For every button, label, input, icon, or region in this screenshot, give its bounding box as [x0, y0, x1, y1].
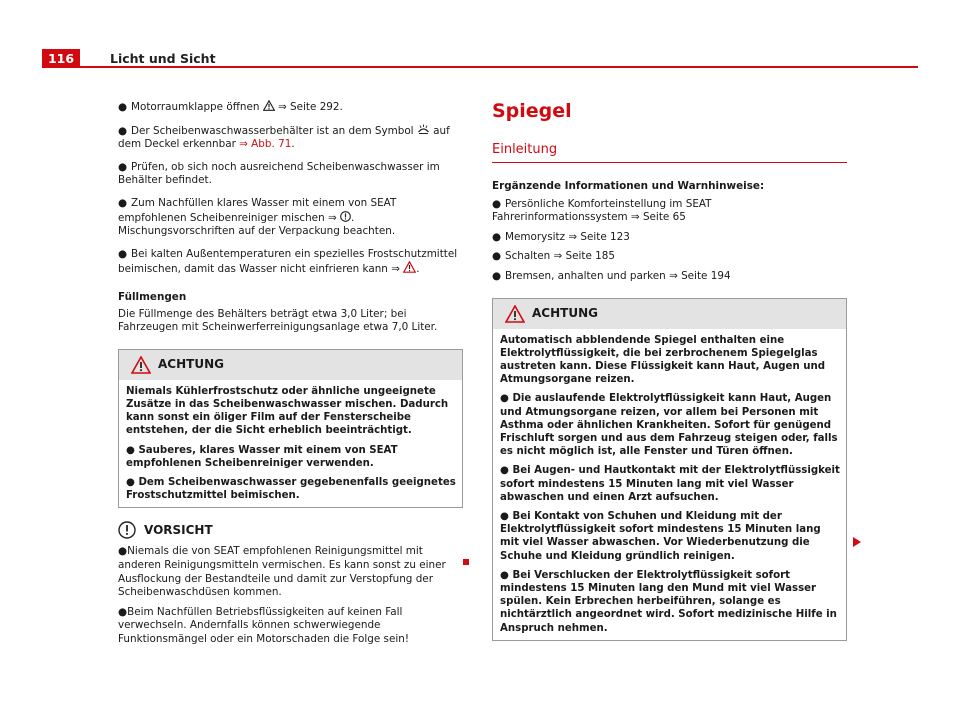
right-column — [492, 100, 847, 641]
list-item: ● Bei Kontakt von Schuhen und Kleidung mit der Elektrolytflüssigkeit sofort mindestens 15 Minuten lang mit viel Wasser abwaschen. Vor Wiederbenutzung die Schuhe und Kleidung gründlich reinigen. — [500, 511, 821, 562]
list-item: ● Der Scheibenwaschwasserbehälter ist an dem Symbol auf dem Deckel erkennbar ⇒ Abb. 71. — [118, 124, 450, 151]
bullet-dot: ● — [126, 476, 135, 488]
list-item: ● Bei Verschlucken der Elektrolytflüssigkeit sofort mindestens 15 Minuten lang den Mund mit viel Wasser spülen. Kein Erbrechen herbeiführen, solange es nichtärztlich angeordnet wird. Sofort medizinische Hilfe in Anspruch nehmen. — [500, 569, 837, 634]
list-item: ● Zum Nachfüllen klares Wasser mit einem von SEAT empfohlenen Scheibenreiniger mischen ⇒ . Mischungsvorschriften auf der Verpackung beachten. — [118, 196, 397, 238]
list-item: ● Persönliche Komforteinstellung im SEAT Fahrerinformationssystem ⇒ Seite 65 — [492, 197, 712, 224]
list-item: ● Bei Augen- und Hautkontakt mit der Elektrolytflüssigkeit sofort mindestens 15 Minuten lang mit viel Wasser abwaschen und einen Arzt aufsuchen. — [500, 465, 840, 503]
warning-box — [118, 349, 463, 509]
bullet-dot: ● — [126, 444, 135, 456]
caution-header — [118, 521, 463, 539]
list-item: ● Bremsen, anhalten und parken ⇒ Seite 194 — [492, 269, 731, 282]
section-title: Spiegel — [492, 100, 572, 122]
warning-icon — [131, 356, 151, 374]
list-item: ● Memorysitz ⇒ Seite 123 — [492, 230, 630, 243]
warning-box-header — [119, 350, 462, 380]
info-heading: Ergänzende Informationen und Warnhinweise: — [492, 180, 765, 192]
bullet-dot: ● — [492, 269, 502, 282]
list-item: ● Motorraumklappe öffnen ⇒ Seite 292. — [118, 101, 343, 113]
continue-arrow-icon[interactable] — [853, 537, 861, 547]
list-item: ● Schalten ⇒ Seite 185 — [492, 250, 615, 263]
list-item: ● Prüfen, ob sich noch ausreichend Scheibenwaschwasser im Behälter befindet. — [118, 160, 440, 187]
left-column — [118, 100, 463, 647]
warning-box — [492, 298, 847, 641]
warning-icon — [505, 305, 525, 323]
bullet-dot: ● — [500, 569, 509, 581]
warning-box-body — [119, 380, 462, 508]
bullet-dot: ● — [492, 250, 502, 263]
subsection-title: Einleitung — [492, 142, 847, 163]
caution-icon — [118, 521, 136, 539]
caution-icon — [340, 211, 351, 222]
bullet-dot: ● — [118, 101, 128, 113]
bullet-dot: ● — [118, 124, 128, 137]
bullet-dot: ● — [118, 605, 128, 618]
list-item: ● Dem Scheibenwaschwasser gegebenenfalls geeignetes Frostschutzmittel beimischen. — [126, 476, 456, 502]
bullet-dot: ● — [492, 197, 502, 210]
warning-box-title: ACHTUNG — [158, 356, 224, 371]
header-rule — [42, 66, 918, 68]
bullet-dot: ● — [492, 230, 502, 243]
list-item: ●Niemals die von SEAT empfohlenen Reinigungsmittel mit anderen Reinigungsmitteln vermischen. Es kann sonst zu einer Ausflockung der Bestandteile und damit zur Verstopfung der Scheibenwaschdüsen kommen. — [118, 545, 446, 599]
warning-intro: Niemals Kühlerfrostschutz oder ähnliche ungeeignete Zusätze in das Scheibenwaschwasser mischen. Dadurch kann sonst ein öliger Film auf der Fensterscheibe entstehen, der die Sicht erheblich beeinträchtigt. — [126, 385, 449, 437]
warning-intro: Automatisch abblendende Spiegel enthalten eine Elektrolytflüssigkeit, die bei zerbrochenem Spiegelglas austreten kann. Diese Flüssigkeit kann Haut, Augen und Atmungsorgane reizen. — [500, 334, 826, 386]
bullet-dot: ● — [118, 247, 128, 260]
caution-section — [118, 521, 463, 646]
bullet-dot: ● — [500, 393, 509, 405]
bullet-dot: ● — [118, 545, 128, 558]
bullet-dot: ● — [500, 511, 509, 522]
figure-link[interactable]: ⇒ Abb. 71 — [239, 138, 292, 151]
list-item: ● Sauberes, klares Wasser mit einem von SEAT empfohlenen Scheibenreiniger verwenden. — [126, 444, 398, 469]
page-number: 116 — [42, 49, 80, 68]
bullet-dot: ● — [118, 196, 128, 209]
list-item: ● Die auslaufende Elektrolytflüssigkeit kann Haut, Augen und Atmungsorgane reizen, vor allem bei Personen mit Asthma oder ähnlichen Krankheiten. Sofort für genügend Frischluft sorgen und aus dem Fahrzeug steigen oder, falls es nicht möglich ist, alle Fenster und Türen öffnen. — [500, 393, 838, 458]
warning-box-header — [493, 299, 846, 329]
caution-title: VORSICHT — [144, 522, 213, 537]
warning-icon — [403, 261, 416, 273]
warning-box-title: ACHTUNG — [532, 305, 598, 320]
washer-fluid-icon — [417, 124, 430, 135]
end-marker — [463, 559, 469, 565]
warning-icon — [263, 100, 275, 111]
bullet-dot: ● — [118, 160, 128, 173]
fill-heading: Füllmengen — [118, 290, 187, 303]
warning-box-body — [493, 329, 846, 640]
list-item: ● Bei kalten Außentemperaturen ein spezielles Frostschutzmittel beimischen, damit das Wasser nicht einfrieren kann ⇒ . — [118, 247, 458, 276]
fill-text: Die Füllmenge des Behälters beträgt etwa 3,0 Liter; bei Fahrzeugen mit Scheinwerferreinigungsanlage etwa 7,0 Liter. — [118, 307, 438, 334]
running-title: Licht und Sicht — [110, 51, 216, 66]
list-item: ●Beim Nachfüllen Betriebsflüssigkeiten auf keinen Fall verwechseln. Andernfalls können schwerwiegende Funktionsmängel oder ein Motorschaden die Folge sein! — [118, 605, 409, 645]
bullet-dot: ● — [500, 465, 509, 477]
